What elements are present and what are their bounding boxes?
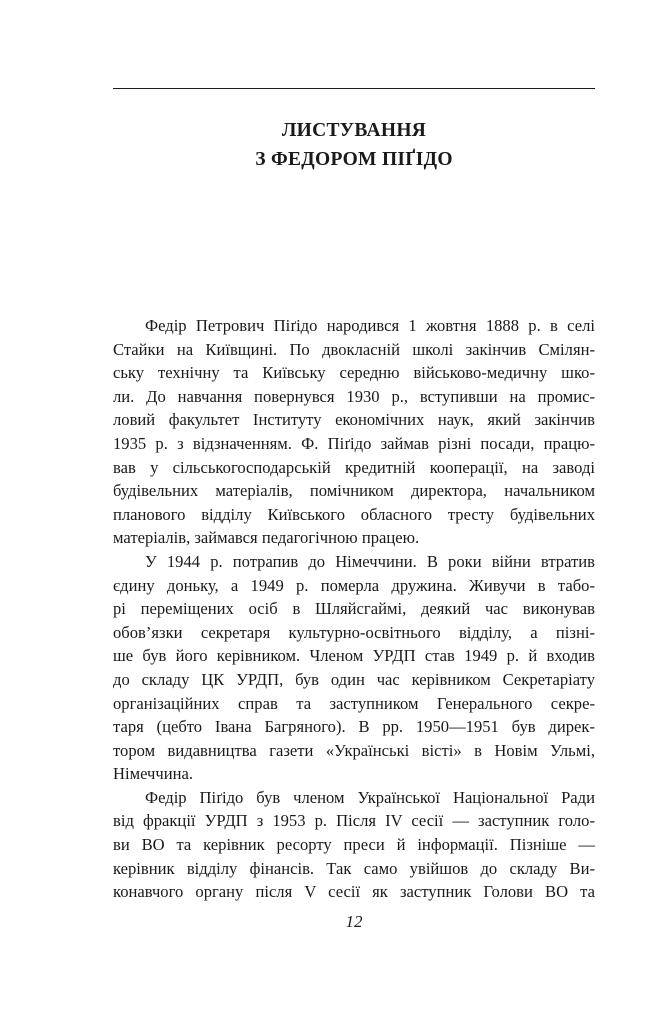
text-line: ловий факультет Інституту економічних наук, який закінчив [113, 410, 595, 430]
text-line: Федір Петрович Піґідо народився 1 жовтня 1888 р. в селі [145, 316, 595, 335]
text-line: вав у сільськогосподарській кредитній кооперації, на заводі [113, 457, 595, 477]
text-line: рі переміщених осіб в Шляйсгаймі, деякий час виконував [113, 599, 595, 619]
text-line: організаційних справ та заступником Генерального секре- [113, 693, 595, 713]
text-line: Федір Піґідо був членом Української Національної Ради [145, 787, 595, 807]
paragraph-1 [113, 314, 595, 550]
text-line: У 1944 р. потрапив до Німеччини. В роки війни втратив [145, 551, 595, 571]
top-rule-divider [113, 88, 595, 89]
text-line: тором видавництва газети «Українські вісті» в Новім Ульмі, [113, 740, 595, 760]
text-line: таря (цебто Івана Багряного). В рр. 1950—1951 був дирек- [113, 717, 595, 737]
text-line: від фракції УРДП з 1953 р. Після IV сесії — заступник голо- [113, 811, 595, 831]
text-line: Стайки на Київщині. По двокласній школі закінчив Смілян- [113, 339, 595, 359]
paragraph-3 [113, 786, 595, 904]
page-number: 12 [345, 912, 363, 931]
text-line: ли. До навчання повернувся 1930 р., вступивши на промис- [113, 386, 595, 406]
chapter-heading-line-1: ЛИСТУВАННЯ [281, 120, 427, 141]
text-line: до складу ЦК УРДП, був один час керівником Секретаріату [113, 669, 595, 689]
text-line: 1935 р. з відзначенням. Ф. Піґідо займав різні посади, працю- [113, 433, 595, 453]
paragraph-2 [113, 550, 595, 786]
text-line: ше був його керівником. Членом УРДП став 1949 р. й входив [113, 646, 595, 666]
text-line: керівник відділу фінансів. Так само увійшов до складу Ви- [113, 858, 595, 878]
text-line: матеріалів, займався педагогічною працею. [113, 528, 420, 548]
chapter-heading [113, 116, 595, 174]
chapter-heading-line-2: З ФЕДОРОМ ПІҐІДО [255, 149, 453, 170]
text-line: Німеччина. [113, 764, 194, 784]
text-line: ську технічну та Київську середню військово-медичну шко- [113, 363, 595, 383]
text-line: обов’язки секретаря культурно-освітнього відділу, а пізні- [113, 622, 595, 642]
text-line: єдину доньку, а 1949 р. померла дружина. Живучи в табо- [113, 575, 595, 595]
text-line: ви ВО та керівник ресорту преси й інформації. Пізніше — [113, 835, 595, 855]
text-line: планового відділу Київського обласного тресту будівельних [113, 504, 595, 524]
text-line: конавчого органу після V сесії як заступник Голови ВО та [113, 882, 595, 902]
text-line: будівельних матеріалів, помічником директора, начальником [113, 481, 595, 501]
body-text [113, 314, 595, 904]
